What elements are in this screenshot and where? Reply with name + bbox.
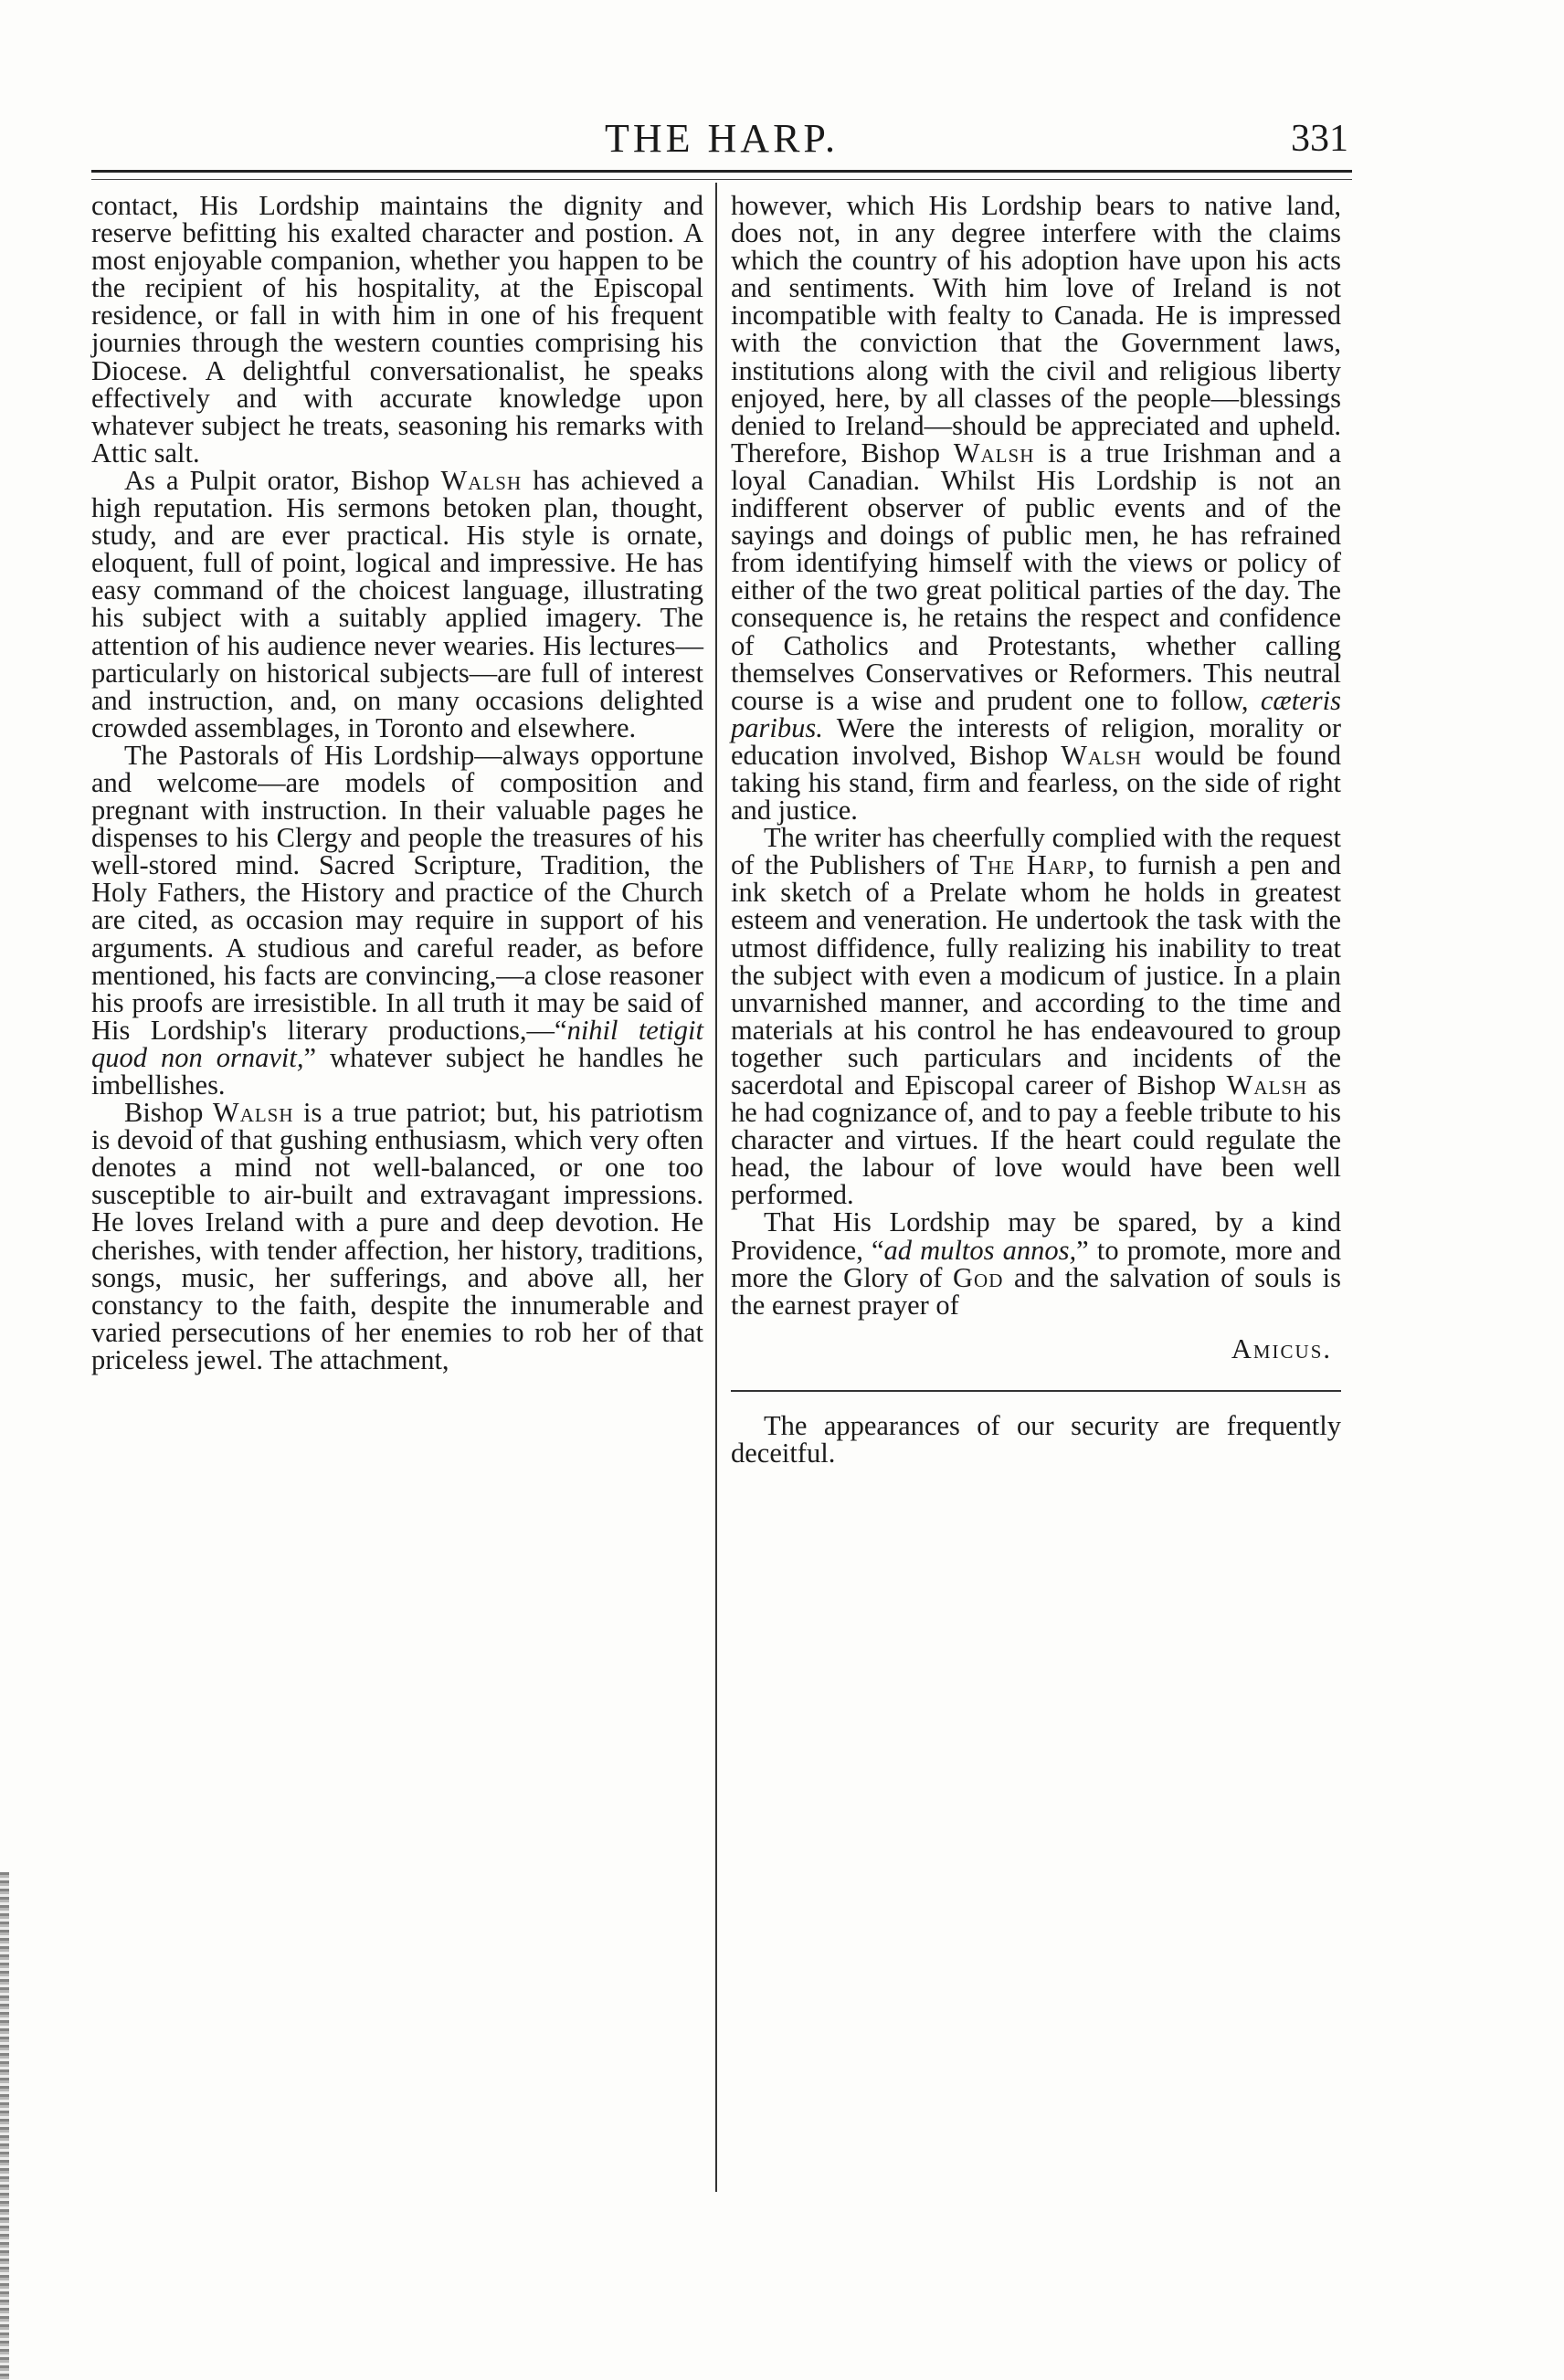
page-number: 331 bbox=[1291, 118, 1348, 160]
paragraph-text: ” whatever subject he handles he imbellishes. bbox=[91, 1041, 703, 1100]
paragraph-text: as he had cognizance of, and to pay a feeble tribute to his character and virtues. If the heart could regulate the head, the labour of love would have been well performed. bbox=[731, 1069, 1341, 1211]
latin-quote: nihil tetigit quod non ornavit, bbox=[91, 1014, 703, 1073]
latin-phrase: cæteris paribus. bbox=[731, 684, 1341, 743]
paragraph-text: , to furnish a pen and ink sketch of a Prelate whom he holds in greatest esteem and veneration. He undertook the task with the utmost diffidence, fully realizing his inability to treat the subject with even a modicum of justice. In a plain unvarnished manner, and according to the time and materials at his control he has endeavoured to group together such particulars and incidents of the sacerdotal and Episcopal career of Bishop bbox=[731, 849, 1341, 1100]
paragraph-loyalty bbox=[731, 190, 1342, 827]
paragraph-text: The Pastorals of His Lordship—always opportune and welcome—are models of composition and pregnant with instruction. In their valuable pages he dispenses to his Clergy and people the treasures of his well-stored mind. Sacred Scripture, Tradition, the Holy Fathers, the History and practice of the Church are cited, as occasion may require in support of his arguments. A studious and careful reader, as before mentioned, his facts are convincing,—a close reasoner his proofs are irresistible. In all truth it may be said of His Lordship's literary productions,—“ bbox=[91, 739, 703, 1046]
bishop-name: Walsh bbox=[1226, 1069, 1308, 1100]
bishop-name: Walsh bbox=[212, 1097, 294, 1129]
paragraph-text: would be found taking his stand, firm and fearless, on the side of right and justice. bbox=[731, 739, 1341, 827]
maxim: The appearances of our security are frequently deceitful. bbox=[731, 1409, 1341, 1469]
paragraph-text: Bishop bbox=[124, 1097, 213, 1129]
latin-phrase: ad multos annos, bbox=[883, 1234, 1077, 1266]
paragraph-text: contact, His Lordship maintains the dignity and reserve befitting his exalted character and postion. A most enjoyable companion, whether you happen to be the recipient of his hospitality, at the Episcopal residence, or fall in with him in one of his frequent journies through the western counties comprising his Diocese. A delightful conversationalist, he speaks effectively and with accurate knowledge upon whatever subject he treats, seasoning his remarks with Attic salt. bbox=[91, 190, 703, 469]
header-rule-thin bbox=[91, 179, 1352, 180]
paragraph-text: The writer has cheerfully complied with the request of the Publishers of bbox=[731, 822, 1341, 881]
paragraph-text: is a true patriot; but, his patriotism is devoid of that gushing enthusiasm, which very often denotes a mind not well-balanced, or one too susceptible to air-built and extravagant impressions. He loves Ireland with a pure and deep devotion. He cherishes, with tender affection, her history, traditions, songs, music, her sufferings, and above all, her constancy to the faith, despite the innumerable and varied persecutions of her enemies to rob her of that priceless jewel. The attachment, bbox=[91, 1097, 704, 1375]
running-header bbox=[91, 108, 1352, 163]
paragraph-pastorals bbox=[91, 739, 703, 1100]
paragraph-text: ” to promote, more and more the Glory of bbox=[731, 1234, 1342, 1293]
paragraph-text: That His Lordship may be spared, by a kind Providence, “ bbox=[731, 1206, 1341, 1266]
left-column bbox=[91, 192, 703, 1374]
paragraph-text: however, which His Lordship bears to native land, does not, in any degree interfere with the claims which the country of his adoption have upon his acts and sentiments. With him love of Ireland is not incompatible with fealty to Canada. He is impressed with the conviction that the Government laws, institutions along with the civil and religious liberty enjoyed, here, by all classes of the people—blessings denied to Ireland—should be appreciated and upheld. Therefore, Bishop bbox=[731, 190, 1341, 469]
signature: Amicus. bbox=[1231, 1332, 1332, 1364]
scan-edge-artifact bbox=[0, 1872, 9, 2380]
bishop-name: Walsh bbox=[1061, 739, 1142, 771]
right-column bbox=[731, 192, 1341, 1467]
paragraph-prayer bbox=[731, 1206, 1342, 1321]
paragraph-text: has achieved a high reputation. His sermons betoken plan, thought, study, and are ever practical. His style is ornate, eloquent, full of point, logical and impressive. He has easy command of the choicest language, illustrating his subject with a suitably applied imagery. The attention of his audience never wearies. His lectures—particularly on historical subjects—are full of interest and instruction, and, on many occasions delighted crowded assemblages, in Toronto and elsewhere. bbox=[91, 464, 703, 743]
god-word: God bbox=[953, 1261, 1004, 1293]
publication-name: The Harp bbox=[969, 849, 1088, 881]
bishop-name: Walsh bbox=[440, 464, 523, 496]
paragraph-continuation bbox=[91, 192, 703, 467]
paragraph-text: Were the interests of religion, morality or education involved, Bishop bbox=[731, 711, 1341, 771]
paragraph-text: and the salvation of souls is the earnest prayer of bbox=[731, 1261, 1341, 1321]
section-rule bbox=[731, 1390, 1341, 1392]
paragraph-text: is a true Irishman and a loyal Canadian. Whilst His Lordship is not an indifferent observer of public events and of the sayings and doings of public men, he has refrained from identifying himself with the views or policy of either of the two great political parties of the day. The consequence is, he retains the respect and confidence of Catholics and Protestants, whether calling themselves Conservatives or Reformers. This neutral course is a wise and prudent one to follow, bbox=[731, 437, 1342, 716]
paragraph-pulpit-orator bbox=[91, 464, 703, 743]
running-title: THE HARP. bbox=[604, 116, 840, 161]
column-divider bbox=[715, 183, 717, 2192]
paragraph-writer bbox=[731, 822, 1341, 1211]
bishop-name: Walsh bbox=[953, 437, 1035, 469]
header-rule bbox=[91, 170, 1352, 173]
paragraph-text: As a Pulpit orator, Bishop bbox=[124, 464, 441, 496]
paragraph-patriot bbox=[91, 1099, 703, 1374]
